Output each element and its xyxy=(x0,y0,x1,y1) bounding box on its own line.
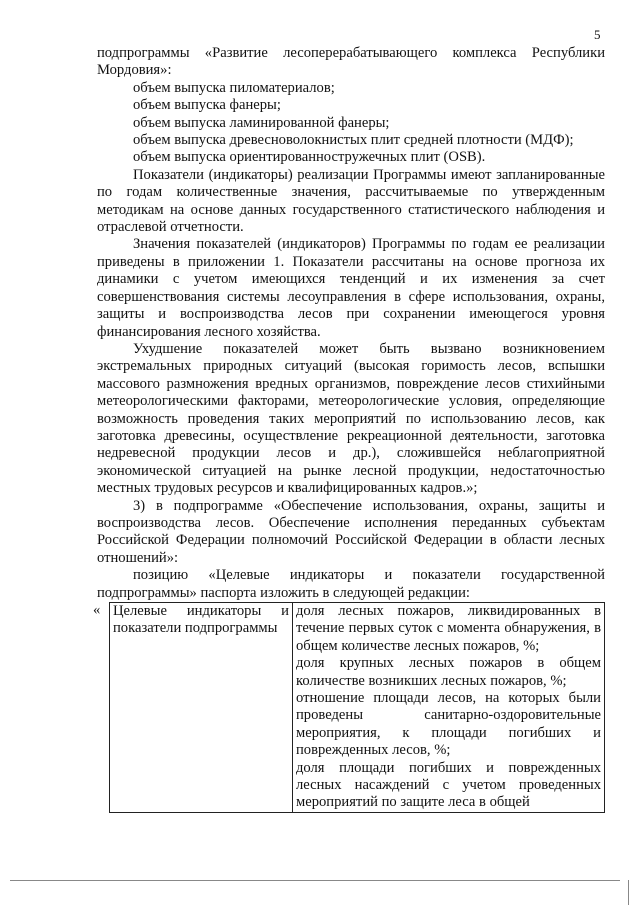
list-item: объем выпуска пиломатериалов; xyxy=(133,79,335,96)
paragraph-subprogram: 3) в подпрограмме «Обеспечение использования, охраны, защиты и воспроизводства лесов. Обеспечение исполнения переданных субъектам Российской Федерации полномочий Российской Федерации в области лесных отношений»: xyxy=(97,497,605,566)
paragraph-deterioration: Ухудшение показателей может быть вызвано возникновением экстремальных природных ситуаций (высокая горимость лесов, вспышки массового размножения вредных организмов, повреждение лесов стихийными метеорологическими факторами, метеорологические условия, определяющие возможность проведения таких мероприятий по использованию лесов, как заготовка древесины, осуществление рекреационной деятельности, заготовка недревесной продукции лесов и др.), сложившейся неблагоприятной экономической ситуацией на рынке лесной продукции, недостаточностью местных трудовых ресурсов и квалифицированных кадров.»; xyxy=(97,340,605,497)
indicator-label: Целевые индикаторы и показатели подпрограммы xyxy=(113,603,289,637)
list-item: объем выпуска ориентированностружечных плит (OSB). xyxy=(133,149,486,166)
indicator-item: доля лесных пожаров, ликвидированных в течение первых суток с момента обнаружения, в общем количестве лесных пожаров, %; xyxy=(296,603,601,654)
scan-edge-corner xyxy=(628,880,629,905)
page-number: 5 xyxy=(594,27,601,42)
table-row xyxy=(110,603,605,813)
opening-quote: « xyxy=(93,602,101,618)
intro-paragraph: подпрограммы «Развитие лесоперерабатывающего комплекса Республики Мордовия»: xyxy=(97,45,605,79)
list-item: объем выпуска древесноволокнистых плит средней плотности (МДФ); xyxy=(133,132,574,149)
indicator-item: отношение площади лесов, на которых были проведены санитарно-оздоровительные мероприятия, к площади погибших и поврежденных лесов, %; xyxy=(296,690,601,759)
paragraph-indicators: Показатели (индикаторы) реализации Программы имеют запланированные по годам количественные значения, рассчитываемые по утвержденным методикам на основе данных государственного статистического наблюдения и отраслевой отчетности. xyxy=(97,166,605,236)
scan-edge-line xyxy=(10,880,620,881)
document-body xyxy=(93,45,605,813)
list-item: объем выпуска фанеры; xyxy=(133,97,281,114)
indicator-item: доля площади погибших и поврежденных лесных насаждений с учетом проведенных мероприятий по защите леса в общей xyxy=(296,759,601,811)
indicator-item: доля крупных лесных пожаров в общем количестве возникших лесных пожаров, %; xyxy=(296,655,601,689)
paragraph-values: Значения показателей (индикаторов) Программы по годам ее реализации приведены в приложении 1. Показатели рассчитаны на основе прогноза их динамики с учетом имеющихся тенденций и их изменения за счет совершенствования системы лесоуправления в сфере использования, охраны, защиты и воспроизводства лесов при сохранении имеющегося уровня финансирования лесного хозяйства. xyxy=(97,236,605,340)
passport-table xyxy=(109,602,605,813)
passport-table-wrapper xyxy=(93,602,605,813)
paragraph-position: позицию «Целевые индикаторы и показатели государственной подпрограммы» паспорта изложить в следующей редакции: xyxy=(97,567,605,601)
table-cell-label xyxy=(110,603,293,813)
table-cell-indicators xyxy=(293,603,605,813)
list-item: объем выпуска ламинированной фанеры; xyxy=(133,114,390,131)
